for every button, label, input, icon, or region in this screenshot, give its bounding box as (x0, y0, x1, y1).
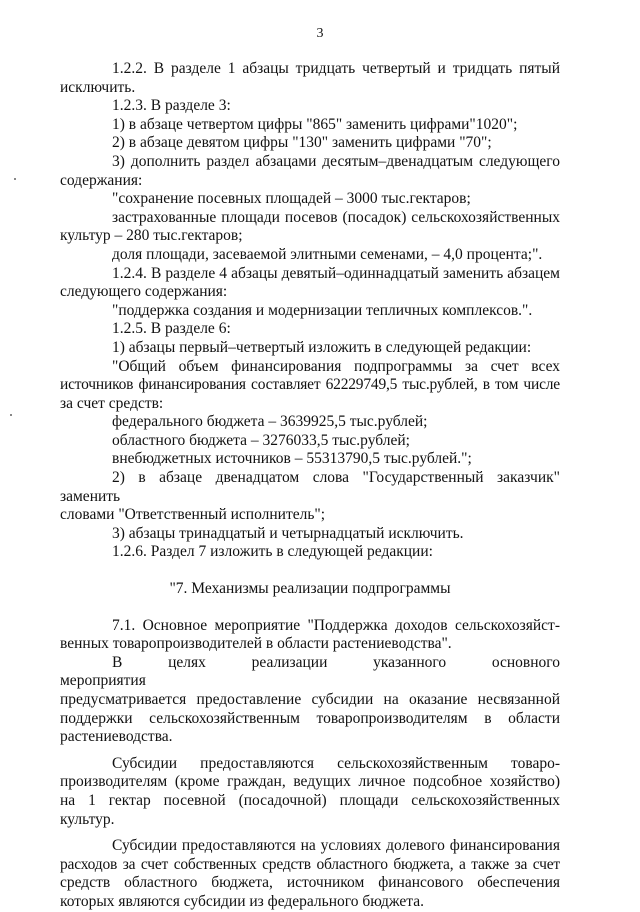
paragraph-line: доля площади, засеваемой элитными семенами, – 4,0 процента;". (112, 245, 543, 263)
paragraph-line: источников финансирования составляет 62229749,5 тыс.рублей, в том числе (60, 376, 560, 394)
page-number: 3 (316, 26, 324, 41)
paragraph-line: предусматривается предоставление субсидии на оказание несвязанной (60, 691, 560, 708)
paragraph-line: 1) абзацы первый–четвертый изложить в следующей редакции: (112, 338, 532, 356)
paragraph-line: внебюджетных источников – 55313790,5 тыс.рублей."; (112, 450, 472, 468)
paragraph-line: 2) в абзаце девятом цифры "130" заменить цифрами "70"; (112, 134, 492, 152)
paragraph-line: за счет средств: (60, 394, 164, 412)
paragraph-line: растениеводства. (60, 728, 173, 746)
paragraph-line: расходов за счет собственных средств областного бюджета, а также за счет (60, 855, 560, 873)
paragraph-line: на 1 гектар посевной (посадочной) площади сельскохозяйственных (60, 791, 560, 809)
scan-speck (10, 414, 12, 416)
paragraph-line: исключить. (60, 78, 136, 96)
paragraph-line: "сохранение посевных площадей – 3000 тыс.гектаров; (112, 190, 471, 208)
paragraph-line: федерального бюджета – 3639925,5 тыс.рублей; (112, 413, 428, 431)
paragraph-line: Субсидии предоставляются сельскохозяйственным товаро- (112, 754, 560, 772)
paragraph-line: культур. (60, 810, 115, 828)
paragraph-line: следующего содержания: (60, 283, 228, 301)
paragraph-line: словами "Ответственный исполнитель"; (60, 506, 326, 524)
document-body (60, 60, 560, 912)
paragraph-line: Субсидии предоставляются на условиях долевого финансирования (112, 837, 560, 855)
paragraph-line: 1.2.3. В разделе 3: (112, 97, 231, 115)
paragraph-line: средств областного бюджета, источником финансового обеспечения (60, 874, 560, 892)
paragraph-line: 3) дополнить раздел абзацами десятым–двенадцатым следующего (112, 152, 560, 170)
paragraph-line: застрахованные площади посевов (посадок) сельскохозяйственных (112, 208, 560, 226)
paragraph-line: "Общий объем финансирования подпрограммы за счет всех (112, 357, 560, 375)
paragraph-line: "поддержка создания и модернизации тепличных комплексов.". (112, 301, 533, 319)
paragraph-line: 7.1. Основное мероприятие "Поддержка доходов сельскохозяйст- (112, 616, 560, 634)
paragraph-line: областного бюджета – 3276033,5 тыс.рублей; (112, 431, 410, 449)
paragraph-line: 3) абзацы тринадцатый и четырнадцатый исключить. (112, 524, 464, 542)
paragraph-line: содержания: (60, 171, 143, 189)
section-heading: "7. Механизмы реализации подпрограммы (169, 580, 451, 598)
paragraph-line: 1.2.5. В разделе 6: (112, 320, 231, 338)
paragraph-line: культур – 280 тыс.гектаров; (60, 227, 243, 245)
paragraph-line: венных товаропроизводителей в области растениеводства". (60, 635, 452, 653)
paragraph-line: 1.2.4. В разделе 4 абзацы девятый–одиннадцатый заменить абзацем (112, 264, 560, 282)
paragraph-line: 1) в абзаце четвертом цифры "865" заменить цифрами"1020"; (112, 115, 518, 133)
paragraph-line: 2) в абзаце двенадцатом слова "Государственный заказчик" заменить (60, 469, 560, 505)
paragraph-line: 1.2.2. В разделе 1 абзацы тридцать четвертый и тридцать пятый (112, 60, 560, 77)
paragraph-line: 1.2.6. Раздел 7 изложить в следующей редакции: (112, 543, 433, 561)
paragraph-line: В целях реализации указанного основного мероприятия (60, 653, 560, 690)
scan-speck (14, 178, 16, 180)
paragraph-line: производителям (кроме граждан, ведущих личное подсобное хозяйство) (60, 773, 560, 791)
paragraph-line: поддержки сельскохозяйственным товаропроизводителям в области (60, 709, 560, 727)
paragraph-line: которых являются субсидии из федерального бюджета. (60, 892, 425, 910)
